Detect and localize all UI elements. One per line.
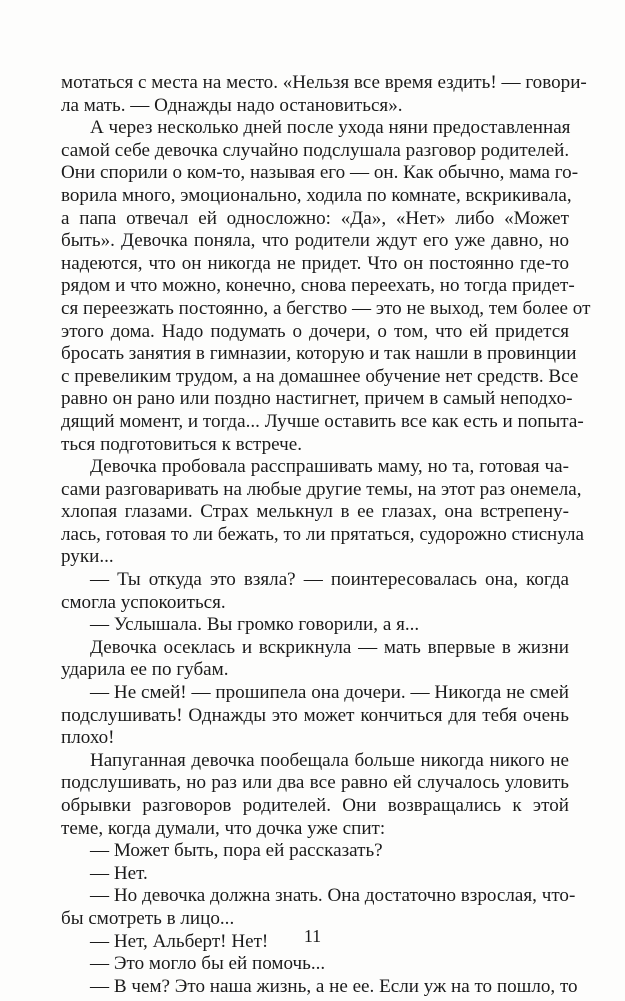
text-line: — Не смей! — прошипела она дочери. — Никогда не смей: [90, 682, 569, 704]
text-line: Они спорили о ком-то, называя его — он. Как обычно, мама го-: [61, 162, 579, 184]
text-line: — Это могло бы ей помочь...: [90, 953, 326, 975]
text-line: с превеликим трудом, а на домашнее обучение нет средств. Все: [61, 365, 579, 387]
text-line: этого дома. Надо подумать о дочери, о том, что ей придется: [61, 320, 569, 342]
text-line: А через несколько дней после ухода няни предоставленная: [90, 117, 571, 139]
text-line: — Нет.: [90, 862, 148, 884]
text-line: быть». Девочка поняла, что родители ждут его уже давно, но: [61, 230, 569, 252]
text-line: ворила много, эмоционально, ходила по комнате, вскрикивала,: [61, 184, 572, 206]
text-line: подслушивать! Однажды это может кончиться для тебя очень: [61, 704, 569, 726]
text-line: — Услышала. Вы громко говорили, а я...: [90, 614, 420, 636]
text-line: лась, готовая то ли бежать, то ли прятаться, судорожно стиснула: [61, 523, 584, 545]
text-line: руки...: [61, 546, 114, 568]
text-line: а папа отвечал ей односложно: «Да», «Нет» либо «Может: [61, 207, 569, 229]
text-line: Напуганная девочка пообещала больше никогда никого не: [90, 749, 569, 771]
text-line: — Ты откуда это взяла? — поинтересовалась она, когда: [90, 569, 569, 591]
text-line: бросать занятия в гимназии, которую и так нашли в провинции: [61, 343, 577, 365]
text-line: самой себе девочка случайно подслушала разговор родителей.: [61, 139, 570, 161]
text-line: хлопая глазами. Страх мелькнул в ее глазах, она встрепену-: [61, 501, 569, 523]
text-line: теме, когда думали, что дочка уже спит:: [61, 817, 386, 839]
text-line: сами разговаривать на любые другие темы, на этот раз онемела,: [61, 478, 582, 500]
page-number: 11: [303, 926, 322, 946]
text-line: ла мать. — Однажды надо остановиться».: [61, 94, 403, 116]
text-line: — Может быть, пора ей рассказать?: [90, 840, 383, 862]
text-line: Девочка осеклась и вскрикнула — мать впервые в жизни: [90, 636, 569, 658]
text-line: плохо!: [61, 727, 115, 749]
text-line: надеются, что он никогда не придет. Что он постоянно где-то: [61, 252, 569, 274]
text-line: ударила ее по губам.: [61, 659, 229, 681]
text-line: равно он рано или поздно настигнет, причем в самый неподхо-: [61, 388, 573, 410]
text-line: — В чем? Это наша жизнь, а не ее. Если уж на то пошло, то: [90, 975, 578, 997]
text-line: обрывки разговоров родителей. Они возвращались к этой: [61, 795, 569, 816]
text-line: рядом и что можно, конечно, снова переехать, но тогда придет-: [61, 275, 575, 297]
text-line: дящий момент, и тогда... Лучше оставить все как есть и попыта-: [61, 410, 584, 432]
text-line: Девочка пробовала расспрашивать маму, но та, готовая ча-: [90, 456, 569, 478]
text-line: ся переезжать постоянно, а бегство — это не выход, тем более от: [61, 297, 591, 319]
text-line: — Но девочка должна знать. Она достаточно взрослая, что-: [90, 885, 576, 907]
text-line: подслушивать, но раз или два все равно ей случалось уловить: [61, 772, 569, 794]
text-line: — Нет, Альберт! Нет!: [90, 930, 269, 952]
body-text: [61, 72, 591, 998]
text-line: смогла успокоиться.: [61, 591, 226, 613]
text-line: ться подготовиться к встрече.: [61, 433, 303, 455]
text-line: мотаться с места на место. «Нельзя все время ездить! — говори-: [61, 72, 587, 93]
text-line: бы смотреть в лицо...: [61, 907, 235, 929]
